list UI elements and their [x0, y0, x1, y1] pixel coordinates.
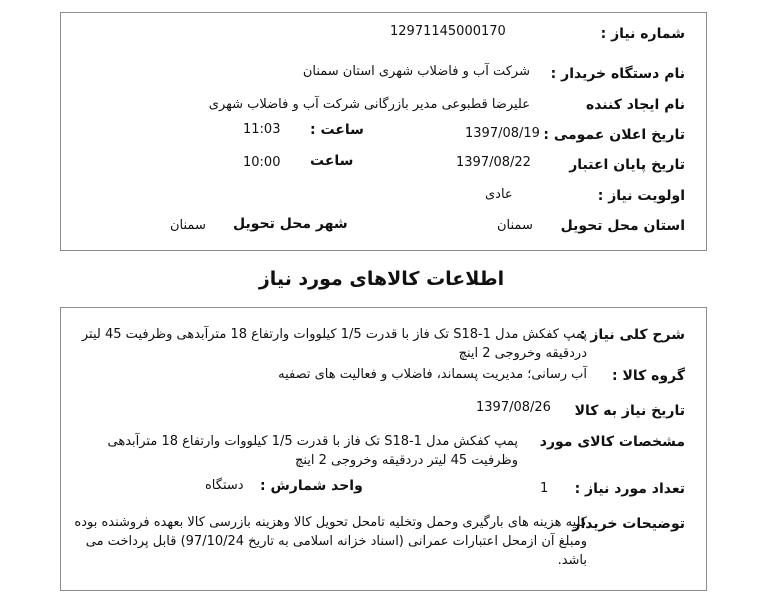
announce-date-label: تاریخ اعلان عمومی : — [543, 127, 685, 143]
general-desc: پمپ کفکش مدل S18-1 تک فاز با قدرت 1/5 کیلووات وارتفاع 18 مترآبدهی وظرفیت 45 لیتر دردقیقه وخروجی 2 اینچ — [81, 327, 587, 361]
group-label: گروه کالا : — [612, 368, 685, 384]
delivery-city-label: شهر محل تحویل — [233, 216, 348, 232]
unit-value: دستگاه — [205, 478, 244, 493]
need-number-label: شماره نیاز : — [600, 26, 685, 42]
buyer-org: شرکت آب و فاضلاب شهری استان سمنان — [302, 64, 530, 79]
quantity-value: 1 — [540, 481, 549, 496]
priority: عادی — [485, 187, 513, 202]
general-desc-label: شرح کلی نیاز : — [579, 327, 685, 343]
creator-label: نام ایجاد کننده — [585, 97, 685, 113]
buyer-notes: کلیه هزینه های بارگیری وحمل وتخلیه تامحل تحویل کالا وهزینه بازرسی کالا بعهده فروشنده بوده ومبلغ آن ازمحل اعتبارات عمرانی (اسناد خزانه اسلامی به تاریخ 97/10/24) قابل پرداخت می باشد. — [74, 515, 587, 568]
buyer-notes-label: توضیحات خریدار — [572, 516, 685, 532]
expiry-time: 10:00 — [243, 155, 281, 170]
unit-label: واحد شمارش : — [260, 478, 363, 494]
announce-time-label: ساعت : — [310, 122, 364, 138]
announce-date: 1397/08/19 — [465, 126, 540, 141]
need-number: 12971145000170 — [390, 24, 506, 39]
group-value: آب رسانی؛ مدیریت پسماند، فاضلاب و فعالیت های تصفیه — [278, 367, 587, 382]
delivery-city: سمنان — [170, 218, 206, 233]
section-title: اطلاعات کالاهای مورد نیاز — [258, 268, 505, 290]
buyer-org-label: نام دستگاه خریدار : — [550, 66, 685, 82]
priority-label: اولویت نیاز : — [597, 188, 685, 204]
creator: علیرضا قطبوعی مدیر بازرگانی شرکت آب و فاضلاب شهری — [208, 97, 530, 112]
need-date: 1397/08/26 — [476, 400, 551, 415]
specs-label: مشخصات کالای مورد — [539, 434, 685, 450]
need-date-label: تاریخ نیاز به کالا — [574, 403, 685, 419]
expiry-date-label: تاریخ پایان اعتبار — [569, 157, 685, 173]
announce-time: 11:03 — [243, 122, 281, 137]
delivery-province: سمنان — [497, 218, 533, 233]
quantity-label: تعداد مورد نیاز : — [574, 481, 685, 497]
expiry-date: 1397/08/22 — [456, 155, 531, 170]
expiry-time-label: ساعت — [310, 153, 354, 169]
specs-value: پمپ کفکش مدل S18-1 تک فاز با قدرت 1/5 کیلووات وارتفاع 18 مترآبدهی وظرفیت 45 لیتر دردقیقه وخروجی 2 اینچ — [107, 434, 518, 468]
delivery-province-label: استان محل تحویل — [560, 218, 685, 234]
